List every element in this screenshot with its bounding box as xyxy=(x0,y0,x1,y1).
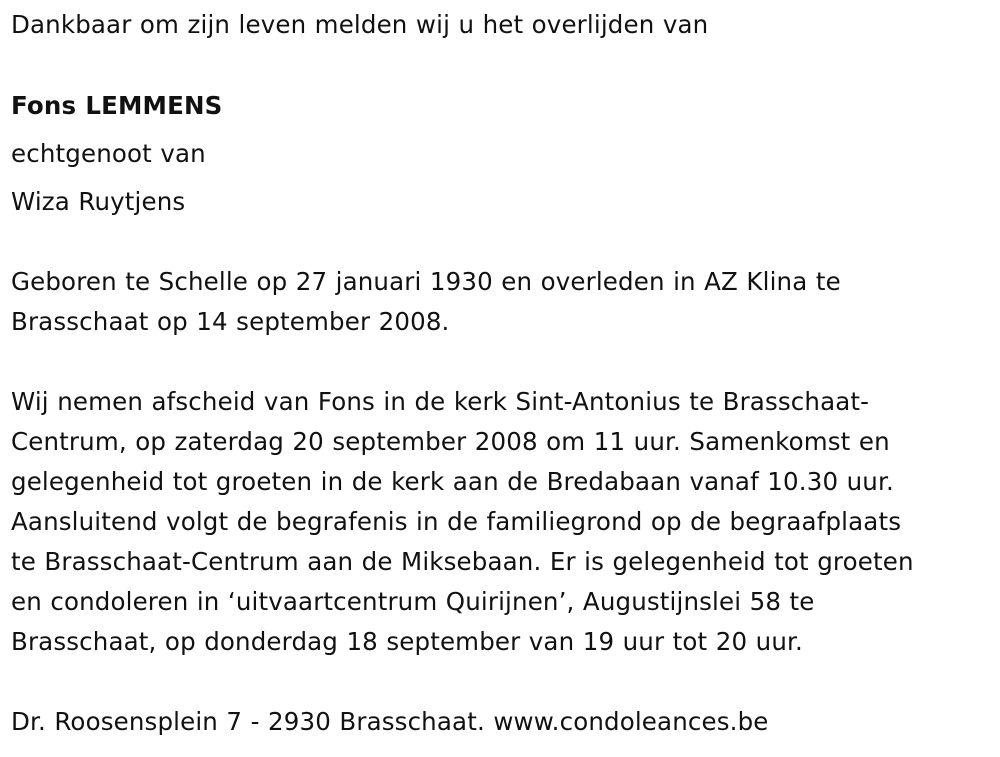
ceremony-line-2: Centrum, op zaterdag 20 september 2008 om 11 uur. Samenkomst en xyxy=(11,427,890,456)
ceremony-line-4: Aansluitend volgt de begrafenis in de familiegrond op de begraafplaats xyxy=(11,507,902,536)
relation-text: echtgenoot van xyxy=(11,139,206,168)
ceremony-line-7: Brasschaat, op donderdag 18 september van 19 uur tot 20 uur. xyxy=(11,627,803,656)
deceased-name: Fons LEMMENS xyxy=(11,91,223,120)
ceremony-line-1: Wij nemen afscheid van Fons in de kerk Sint-Antonius te Brasschaat- xyxy=(11,387,870,416)
birth-death-line-1: Geboren te Schelle op 27 januari 1930 en overleden in AZ Klina te xyxy=(11,267,841,296)
birth-death-line-2: Brasschaat op 14 september 2008. xyxy=(11,307,450,336)
footer-address: Dr. Roosensplein 7 - 2930 Brasschaat. www.condoleances.be xyxy=(11,707,769,736)
intro-text: Dankbaar om zijn leven melden wij u het overlijden van xyxy=(11,10,709,39)
spouse-name: Wiza Ruytjens xyxy=(11,187,186,216)
ceremony-line-3: gelegenheid tot groeten in de kerk aan de Bredabaan vanaf 10.30 uur. xyxy=(11,467,894,496)
ceremony-line-5: te Brasschaat-Centrum aan de Miksebaan. Er is gelegenheid tot groeten xyxy=(11,547,914,576)
ceremony-line-6: en condoleren in ‘uitvaartcentrum Quirijnen’, Augustijnslei 58 te xyxy=(11,587,815,616)
